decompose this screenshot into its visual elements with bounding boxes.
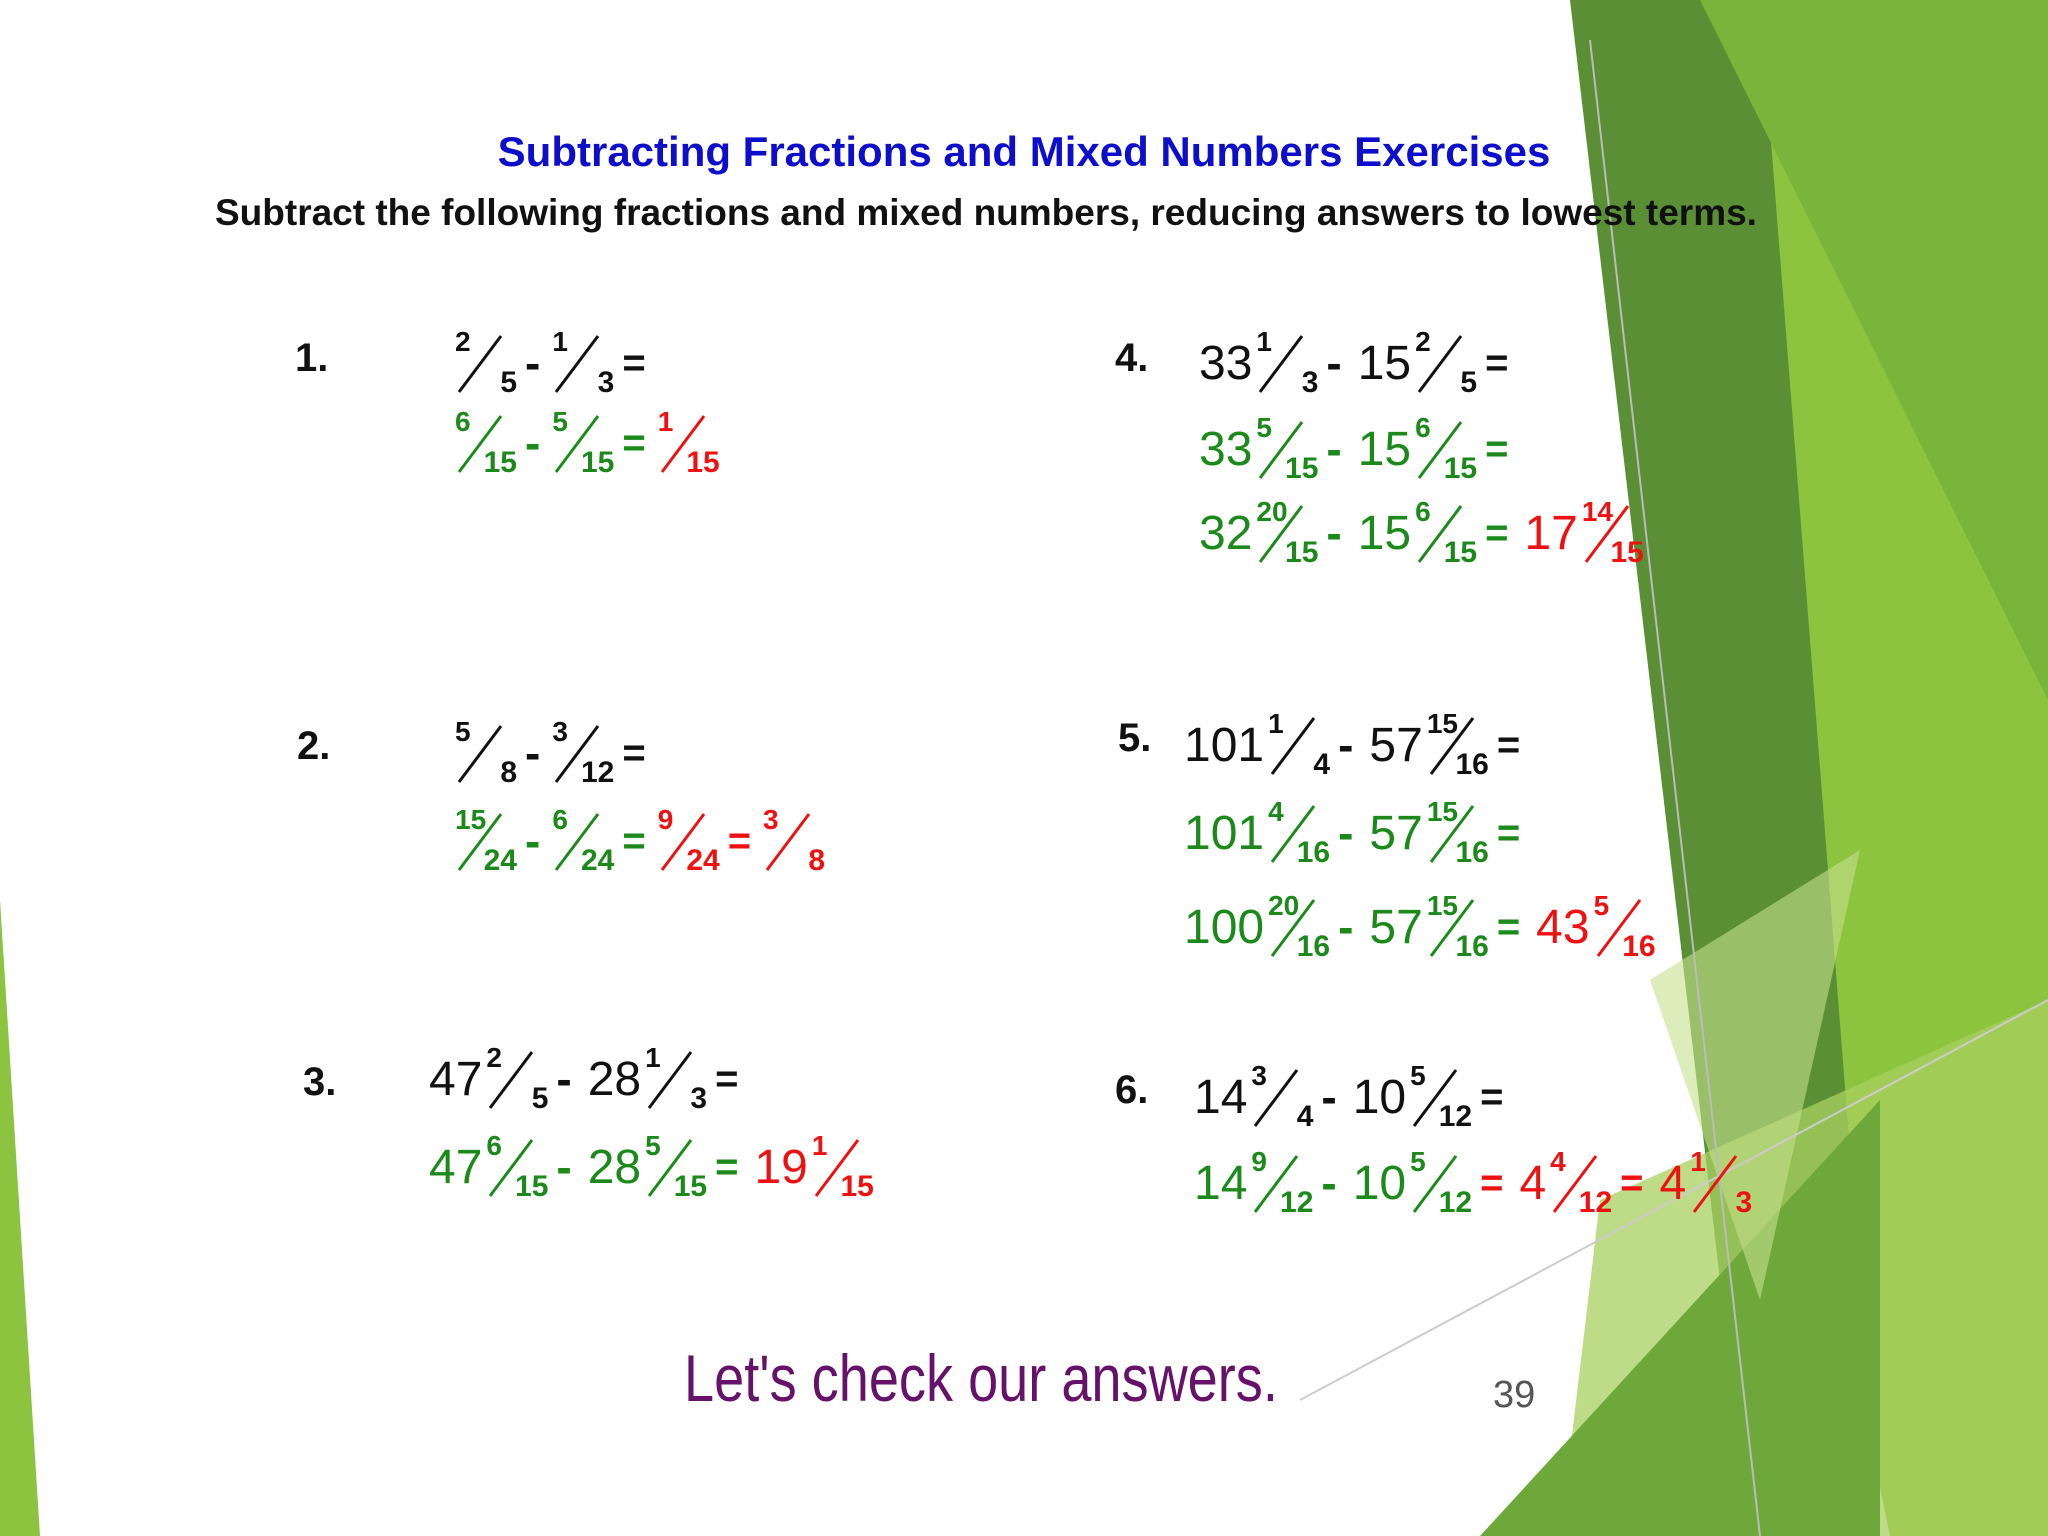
numerator: 4 (1268, 796, 1284, 827)
problem-5-line-2 (1180, 796, 1532, 869)
denominator: 24 (580, 844, 615, 877)
whole-number: 47 (429, 1140, 483, 1194)
problem-4-line-2 (1195, 412, 1520, 485)
numerator: 5 (455, 716, 471, 747)
denominator: 15 (1443, 536, 1478, 569)
numerator: 5 (1256, 412, 1272, 443)
whole-number: 15 (1357, 506, 1412, 560)
problem-6-line-2 (1190, 1146, 1753, 1219)
minus-sign: - (1338, 901, 1354, 953)
denominator: 3 (1301, 366, 1319, 399)
fraction (1268, 708, 1331, 781)
fraction (455, 406, 517, 479)
denominator: 15 (1285, 452, 1319, 485)
equals-sign: = (622, 730, 646, 775)
minus-sign: - (525, 337, 541, 389)
whole-number: 101 (1184, 718, 1265, 772)
numerator: 6 (552, 804, 568, 835)
numerator: 9 (1251, 1146, 1267, 1177)
fraction (552, 406, 615, 479)
denominator: 16 (1455, 836, 1489, 869)
whole-number: 15 (1357, 336, 1412, 390)
denominator: 12 (580, 756, 615, 789)
minus-sign: - (556, 1053, 572, 1105)
problem-number-5: 5. (1118, 716, 1152, 760)
numerator: 3 (763, 804, 779, 835)
problem-2-line-1 (455, 716, 658, 789)
numerator: 1 (811, 1130, 828, 1161)
whole-number: 19 (754, 1140, 808, 1194)
minus-sign: - (525, 727, 541, 779)
minus-sign: - (1321, 1071, 1337, 1123)
fraction (1581, 496, 1644, 569)
fraction (455, 804, 517, 877)
equals-sign: = (622, 818, 646, 863)
denominator: 15 (580, 446, 615, 479)
denominator: 15 (1285, 536, 1319, 569)
numerator: 5 (1410, 1146, 1426, 1177)
fraction (1410, 1060, 1473, 1133)
whole-number: 4 (1659, 1156, 1687, 1210)
numerator: 5 (552, 406, 568, 437)
numerator: 2 (455, 326, 471, 357)
whole-number: 14 (1194, 1070, 1248, 1124)
whole-number: 32 (1199, 506, 1253, 560)
problem-number-1: 1. (295, 336, 329, 380)
numerator: 1 (1256, 326, 1272, 357)
whole-number: 10 (1352, 1156, 1407, 1210)
instructions: Subtract the following fractions and mixed numbers, reducing answers to lowest terms. (215, 192, 1757, 233)
fraction (1415, 496, 1478, 569)
denominator: 15 (515, 1170, 549, 1203)
whole-number: 33 (1199, 422, 1253, 476)
fraction (552, 716, 615, 789)
denominator: 15 (1610, 536, 1644, 569)
fraction (1410, 1146, 1473, 1219)
denominator: 15 (483, 446, 517, 479)
denominator: 3 (597, 366, 615, 399)
whole-number: 47 (429, 1052, 483, 1106)
numerator: 15 (1426, 890, 1458, 921)
numerator: 15 (455, 804, 487, 835)
problem-number-4: 4. (1115, 336, 1149, 380)
denominator: 15 (1443, 452, 1478, 485)
minus-sign: - (1326, 507, 1342, 559)
minus-sign: - (1338, 719, 1354, 771)
problem-5-line-3 (1180, 890, 1656, 963)
whole-number: 101 (1184, 806, 1265, 860)
fraction (1268, 796, 1331, 869)
numerator: 5 (645, 1130, 661, 1161)
whole-number: 14 (1194, 1156, 1248, 1210)
fraction (1268, 890, 1331, 963)
fraction (657, 406, 720, 479)
denominator: 8 (808, 844, 826, 877)
numerator: 1 (657, 406, 674, 437)
numerator: 6 (455, 406, 471, 437)
denominator: 12 (1578, 1186, 1613, 1219)
numerator: 14 (1581, 496, 1614, 527)
denominator: 5 (531, 1082, 549, 1115)
numerator: 6 (1415, 412, 1431, 443)
whole-number: 43 (1536, 900, 1590, 954)
numerator: 1 (645, 1042, 661, 1073)
problem-1-line-1 (455, 326, 658, 399)
numerator: 5 (1410, 1060, 1426, 1091)
numerator: 5 (1593, 890, 1610, 921)
whole-number: 28 (587, 1052, 642, 1106)
denominator: 15 (686, 446, 720, 479)
minus-sign: - (1338, 807, 1354, 859)
equals-sign: = (1496, 722, 1521, 767)
numerator: 6 (1415, 496, 1431, 527)
numerator: 1 (1268, 708, 1284, 739)
whole-number: 57 (1369, 718, 1423, 772)
whole-number: 33 (1199, 336, 1253, 390)
problem-4-line-1 (1195, 326, 1520, 399)
minus-sign: - (1326, 337, 1342, 389)
equals-sign: = (1496, 810, 1521, 855)
problem-2-line-2 (455, 804, 826, 877)
numerator: 3 (552, 716, 568, 747)
denominator: 15 (840, 1170, 874, 1203)
problem-3-line-1 (425, 1042, 750, 1115)
fraction (1550, 1146, 1613, 1219)
equals-sign: = (1496, 904, 1521, 949)
equals-sign: = (622, 340, 646, 385)
problem-3-line-2 (425, 1130, 874, 1203)
problem-1-line-2 (455, 406, 720, 479)
equals-sign: = (715, 1144, 739, 1189)
equals-sign: = (622, 420, 646, 465)
exercise-title: Subtracting Fractions and Mixed Numbers Exercises (497, 128, 1551, 175)
numerator: 1 (552, 326, 568, 357)
fraction (1426, 796, 1489, 869)
whole-number: 57 (1369, 806, 1423, 860)
problem-4-line-3 (1195, 496, 1644, 569)
minus-sign: - (556, 1141, 572, 1193)
numerator: 15 (1426, 708, 1458, 739)
whole-number: 28 (587, 1140, 642, 1194)
fraction (1251, 1060, 1314, 1133)
fraction (645, 1130, 708, 1203)
page-number: 39 (1493, 1374, 1536, 1416)
fraction (1256, 496, 1319, 569)
denominator: 24 (686, 844, 720, 877)
denominator: 4 (1296, 1100, 1314, 1133)
denominator: 16 (1296, 836, 1331, 869)
problem-number-2: 2. (297, 724, 331, 768)
denominator: 5 (500, 366, 517, 399)
denominator: 5 (1460, 366, 1478, 399)
whole-number: 15 (1357, 422, 1412, 476)
denominator: 12 (1438, 1186, 1473, 1219)
equals-sign: = (1485, 426, 1509, 471)
equals-sign: = (1480, 1074, 1504, 1119)
denominator: 3 (1735, 1186, 1753, 1219)
numerator: 20 (1268, 890, 1300, 921)
equals-sign: = (1485, 510, 1509, 555)
denominator: 16 (1455, 930, 1489, 963)
minus-sign: - (525, 815, 541, 867)
fraction (1426, 708, 1489, 781)
check-answers-text: Let's check our answers. (684, 1341, 1278, 1415)
denominator: 12 (1280, 1186, 1314, 1219)
problem-5-line-1 (1180, 708, 1532, 781)
fraction (1415, 412, 1478, 485)
fraction (552, 326, 615, 399)
fraction (1415, 326, 1478, 399)
numerator: 15 (1426, 796, 1458, 827)
fraction (811, 1130, 874, 1203)
fraction (1251, 1146, 1314, 1219)
fraction (1256, 412, 1319, 485)
equals-sign: = (1620, 1160, 1644, 1205)
numerator: 4 (1550, 1146, 1566, 1177)
equals-sign: = (727, 818, 752, 863)
fraction (1426, 890, 1489, 963)
denominator: 24 (483, 844, 517, 877)
fraction (645, 1042, 708, 1115)
denominator: 8 (500, 756, 517, 789)
whole-number: 10 (1352, 1070, 1407, 1124)
denominator: 16 (1296, 930, 1331, 963)
equals-sign: = (715, 1056, 739, 1101)
fraction (486, 1042, 549, 1115)
numerator: 9 (657, 804, 674, 835)
whole-number: 57 (1369, 900, 1423, 954)
fraction (486, 1130, 549, 1203)
whole-number: 4 (1519, 1156, 1547, 1210)
numerator: 1 (1690, 1146, 1706, 1177)
numerator: 2 (486, 1042, 502, 1073)
whole-number: 100 (1184, 900, 1265, 954)
fraction (455, 326, 517, 399)
fraction (1593, 890, 1656, 963)
denominator: 4 (1313, 748, 1331, 781)
fraction (552, 804, 615, 877)
denominator: 15 (673, 1170, 708, 1203)
fraction (657, 804, 720, 877)
minus-sign: - (1326, 423, 1342, 475)
problem-number-6: 6. (1115, 1068, 1149, 1112)
denominator: 3 (690, 1082, 708, 1115)
problem-number-3: 3. (303, 1060, 337, 1104)
denominator: 16 (1455, 748, 1489, 781)
fraction (1690, 1146, 1753, 1219)
equals-sign: = (1485, 340, 1509, 385)
numerator: 20 (1256, 496, 1288, 527)
whole-number: 17 (1524, 506, 1578, 560)
denominator: 16 (1622, 930, 1656, 963)
denominator: 12 (1438, 1100, 1473, 1133)
fraction (763, 804, 826, 877)
problem-6-line-1 (1190, 1060, 1515, 1133)
fraction (455, 716, 517, 789)
minus-sign: - (525, 417, 541, 469)
fraction (1256, 326, 1319, 399)
equals-sign: = (1480, 1160, 1504, 1205)
numerator: 3 (1251, 1060, 1267, 1091)
numerator: 6 (486, 1130, 502, 1161)
minus-sign: - (1321, 1157, 1337, 1209)
numerator: 2 (1415, 326, 1431, 357)
